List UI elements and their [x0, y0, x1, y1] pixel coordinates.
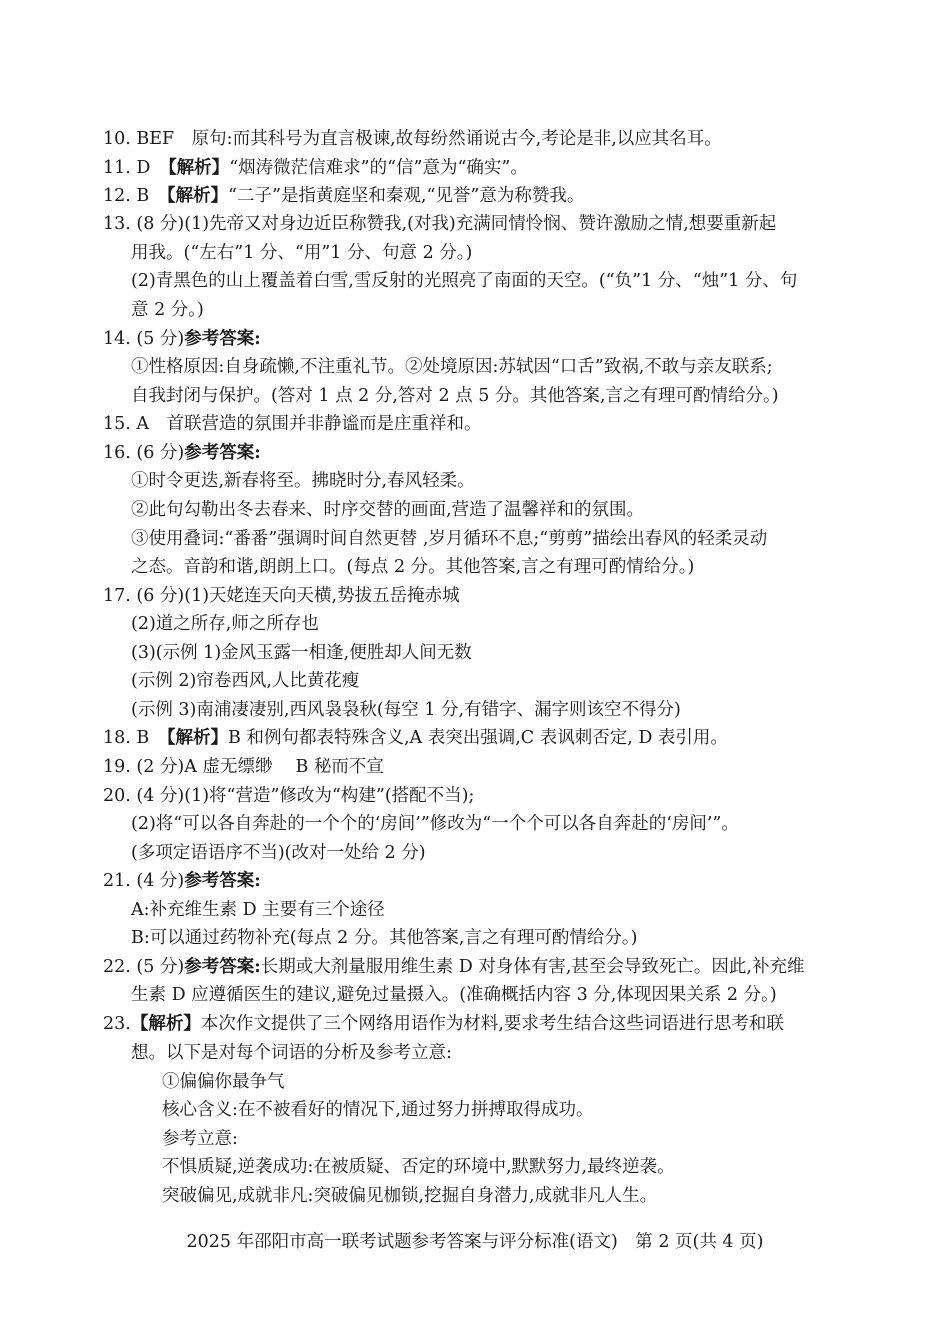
answer-20-line1: 20. (4 分)(1)将“营造”修改为“构建”(搭配不当);: [103, 786, 475, 806]
answer-16-line3: ③使用叠词:“番番”强调时间自然更替 ,岁月循环不息;“剪剪”描绘出春风的轻柔灵动: [131, 529, 768, 549]
answer-14-line2: 自我封闭与保护。(答对 1 点 2 分,答对 2 点 5 分。其他答案,言之有理可酌情给分。): [131, 386, 779, 406]
answer-16-head: 16. (6 分)参考答案:: [103, 443, 261, 463]
answer-19: 19. (2 分)A 虚无缥缈 B 秘而不宣: [103, 757, 384, 777]
answer-17-line5: (示例 3)南浦凄凄别,西风袅袅秋(每空 1 分,有错字、漏字则该空不得分): [131, 700, 681, 720]
answer-14-head: 14. (5 分)参考答案:: [103, 329, 261, 349]
answer-23-line6: 不惧质疑,逆袭成功:在被质疑、否定的环境中,默默努力,最终逆袭。: [162, 1157, 675, 1177]
answer-10: 10. BEF 原句:而其科号为直言极谏,故每纷然诵说古今,考论是非,以应其名耳。: [103, 129, 722, 149]
answer-23-line4: 核心含义:在不被看好的情况下,通过努力拼搏取得成功。: [162, 1100, 594, 1120]
answer-17-line3: (3)(示例 1)金风玉露一相逢,便胜却人间无数: [131, 643, 472, 663]
answer-23-line3: ①偏偏你最争气: [162, 1072, 285, 1092]
answer-16-line4: 之态。音韵和谐,朗朗上口。(每点 2 分。其他答案,言之有理可酌情给分。): [131, 557, 695, 577]
answer-13-line4: 意 2 分。): [131, 300, 204, 320]
answer-13-line3: (2)青黑色的山上覆盖着白雪,雪反射的光照亮了南面的天空。(“负”1 分、“烛”1 分、句: [131, 271, 798, 291]
page-footer: 2025 年邵阳市高一联考试题参考答案与评分标准(语文) 第 2 页(共 4 页): [186, 1232, 764, 1252]
answer-18: 18. B 【解析】B 和例句都表特殊含义,A 表突出强调,C 表讽刺否定, D 表引用。: [103, 728, 728, 748]
answer-23-line2: 想。以下是对每个词语的分析及参考立意:: [131, 1043, 452, 1063]
answer-16-line1: ①时令更迭,新春将至。拂晓时分,春风轻柔。: [131, 471, 475, 491]
answer-11: 11. D 【解析】“烟涛微茫信难求”的“信”意为“确实”。: [103, 158, 528, 178]
answer-16-line2: ②此句勾勒出冬去春来、时序交替的画面,营造了温馨祥和的氛围。: [131, 500, 645, 520]
answer-23-line7: 突破偏见,成就非凡:突破偏见枷锁,挖掘自身潜力,成就非凡人生。: [162, 1186, 658, 1206]
answer-13-line2: 用我。(“左右”1 分、“用”1 分、句意 2 分。): [131, 243, 473, 263]
answer-23-line1: 23.【解析】本次作文提供了三个网络用语作为材料,要求考生结合这些词语进行思考和联: [103, 1014, 784, 1034]
answer-20-line3: (多项定语语序不当)(改对一处给 2 分): [131, 843, 426, 863]
answer-22-line1: 22. (5 分)参考答案:长期或大剂量服用维生素 D 对身体有害,甚至会导致死亡。因此,补充维: [103, 957, 805, 977]
answer-20-line2: (2)将“可以各自奔赴的一个个的‘房间’”修改为“一个个可以各自奔赴的‘房间’”。: [131, 814, 739, 834]
answer-21-line2: B:可以通过药物补充(每点 2 分。其他答案,言之有理可酌情给分。): [131, 928, 638, 948]
answer-17-line4: (示例 2)帘卷西风,人比黄花瘦: [131, 671, 360, 691]
answer-12: 12. B 【解析】“二子”是指黄庭坚和秦观,“见誉”意为称赞我。: [103, 186, 585, 206]
answer-13-line1: 13. (8 分)(1)先帝又对身边近臣称赞我,(对我)充满同情怜悯、赞许激励之情,想要重新起: [103, 214, 777, 234]
answer-23-line5: 参考立意:: [162, 1129, 238, 1149]
answer-17-line1: 17. (6 分)(1)天姥连天向天横,势拔五岳掩赤城: [103, 586, 460, 606]
answer-15: 15. A 首联营造的氛围并非静谧而是庄重祥和。: [103, 414, 482, 434]
answer-22-line2: 生素 D 应遵循医生的建议,避免过量摄入。(准确概括内容 3 分,体现因果关系 2 分。): [131, 985, 777, 1005]
answer-21-line1: A:补充维生素 D 主要有三个途径: [131, 900, 385, 920]
answer-21-head: 21. (4 分)参考答案:: [103, 871, 261, 891]
answer-14-line1: ①性格原因:自身疏懒,不注重礼节。②处境原因:苏轼因“口舌”致祸,不敢与亲友联系;: [131, 357, 773, 377]
answer-17-line2: (2)道之所存,师之所存也: [131, 614, 319, 634]
